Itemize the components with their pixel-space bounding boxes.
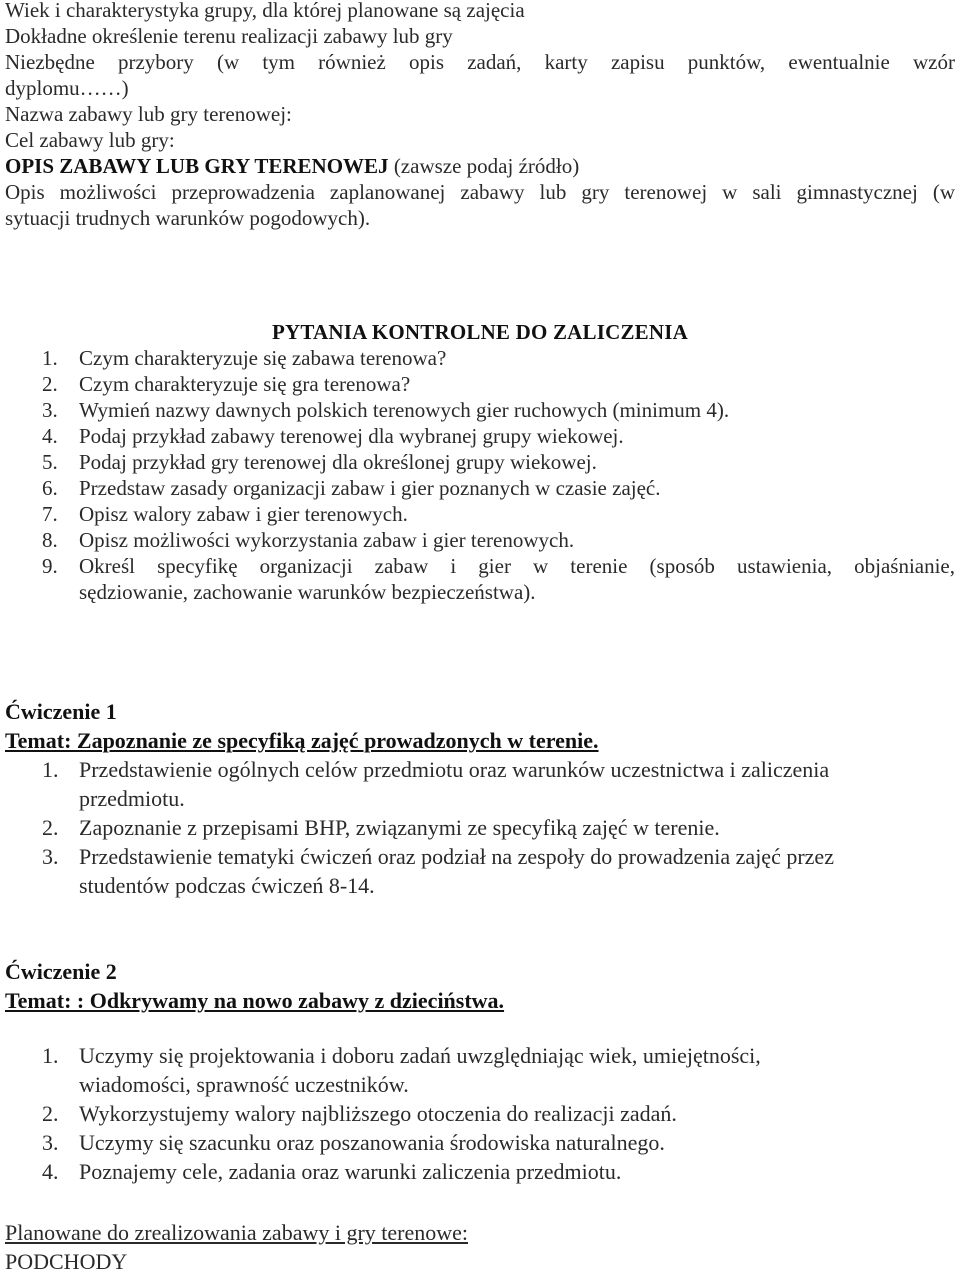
- questions-list: [5, 345, 955, 605]
- exercise1-topic: Temat: Zapoznanie ze specyfiką zajęć prowadzonych w terenie.: [5, 728, 599, 753]
- list-item: 3. Uczymy się szacunku oraz poszanowania środowiska naturalnego.: [42, 1130, 665, 1155]
- intro-line: Opis możliwości przeprowadzenia zaplanowanej zabawy lub gry terenowej w sali gimnastycznej (w: [5, 180, 955, 204]
- list-item: 2. Wykorzystujemy walory najbliższego otoczenia do realizacji zadań.: [42, 1101, 677, 1126]
- planned-section: [5, 1218, 955, 1276]
- list-item: 5. Podaj przykład gry terenowej dla określonej grupy wiekowej.: [42, 450, 597, 474]
- opis-heading: OPIS ZABAWY LUB GRY TERENOWEJ: [5, 154, 389, 178]
- list-item: 1. Uczymy się projektowania i doboru zadań uwzględniając wiek, umiejętności, wiadomości, sprawność uczestników.: [42, 1043, 761, 1097]
- intro-line: Cel zabawy lub gry:: [5, 128, 175, 152]
- questions-title: PYTANIA KONTROLNE DO ZALICZENIA: [272, 320, 688, 344]
- intro-line: Niezbędne przybory (w tym również opis zadań, karty zapisu punktów, ewentualnie wzór: [5, 50, 955, 74]
- list-item: 8. Opisz możliwości wykorzystania zabaw i gier terenowych.: [42, 528, 575, 552]
- questions-section: [5, 319, 955, 605]
- list-item: 6. Przedstaw zasady organizacji zabaw i gier poznanych w czasie zajęć.: [42, 476, 661, 500]
- exercise2-section: [5, 957, 955, 1186]
- exercise2-list: [5, 1041, 955, 1186]
- list-item: 3. Przedstawienie tematyki ćwiczeń oraz podział na zespoły do prowadzenia zajęć przez studentów podczas ćwiczeń 8-14.: [42, 844, 834, 898]
- intro-line: sytuacji trudnych warunków pogodowych).: [5, 206, 371, 230]
- list-item: 1. Przedstawienie ogólnych celów przedmiotu oraz warunków uczestnictwa i zaliczenia przedmiotu.: [42, 757, 830, 811]
- opis-note: (zawsze podaj źródło): [388, 154, 580, 178]
- list-item: 9. Określ specyfikę organizacji zabaw i gier w terenie (sposób ustawienia, objaśnianie, sędziowanie, zachowanie warunków bezpieczeństwa).: [42, 554, 955, 604]
- planned-first-item: PODCHODY: [5, 1249, 128, 1274]
- intro-section: [5, 0, 955, 231]
- intro-line: [5, 153, 955, 179]
- planned-heading: Planowane do zrealizowania zabawy i gry terenowe:: [5, 1220, 469, 1245]
- list-item: 1. Czym charakteryzuje się zabawa terenowa?: [42, 346, 447, 370]
- intro-line: dyplomu……): [5, 76, 129, 100]
- exercise2-topic: Temat: : Odkrywamy na nowo zabawy z dzieciństwa.: [5, 988, 505, 1013]
- intro-line: Nazwa zabawy lub gry terenowej:: [5, 102, 292, 126]
- list-item: 7. Opisz walory zabaw i gier terenowych.: [42, 502, 408, 526]
- exercise1-list: [5, 755, 955, 900]
- exercise1-section: [5, 697, 955, 900]
- list-item: 2. Czym charakteryzuje się gra terenowa?: [42, 372, 411, 396]
- list-item: 3. Wymień nazwy dawnych polskich terenowych gier ruchowych (minimum 4).: [42, 398, 730, 422]
- exercise2-heading: Ćwiczenie 2: [5, 959, 117, 984]
- list-item: 2. Zapoznanie z przepisami BHP, związanymi ze specyfiką zajęć w terenie.: [42, 815, 720, 840]
- intro-line: Wiek i charakterystyka grupy, dla której planowane są zajęcia: [5, 0, 525, 22]
- list-item: 4. Poznajemy cele, zadania oraz warunki zaliczenia przedmiotu.: [42, 1159, 622, 1184]
- exercise1-heading: Ćwiczenie 1: [5, 699, 117, 724]
- list-item: 4. Podaj przykład zabawy terenowej dla wybranej grupy wiekowej.: [42, 424, 624, 448]
- intro-line: Dokładne określenie terenu realizacji zabawy lub gry: [5, 24, 453, 48]
